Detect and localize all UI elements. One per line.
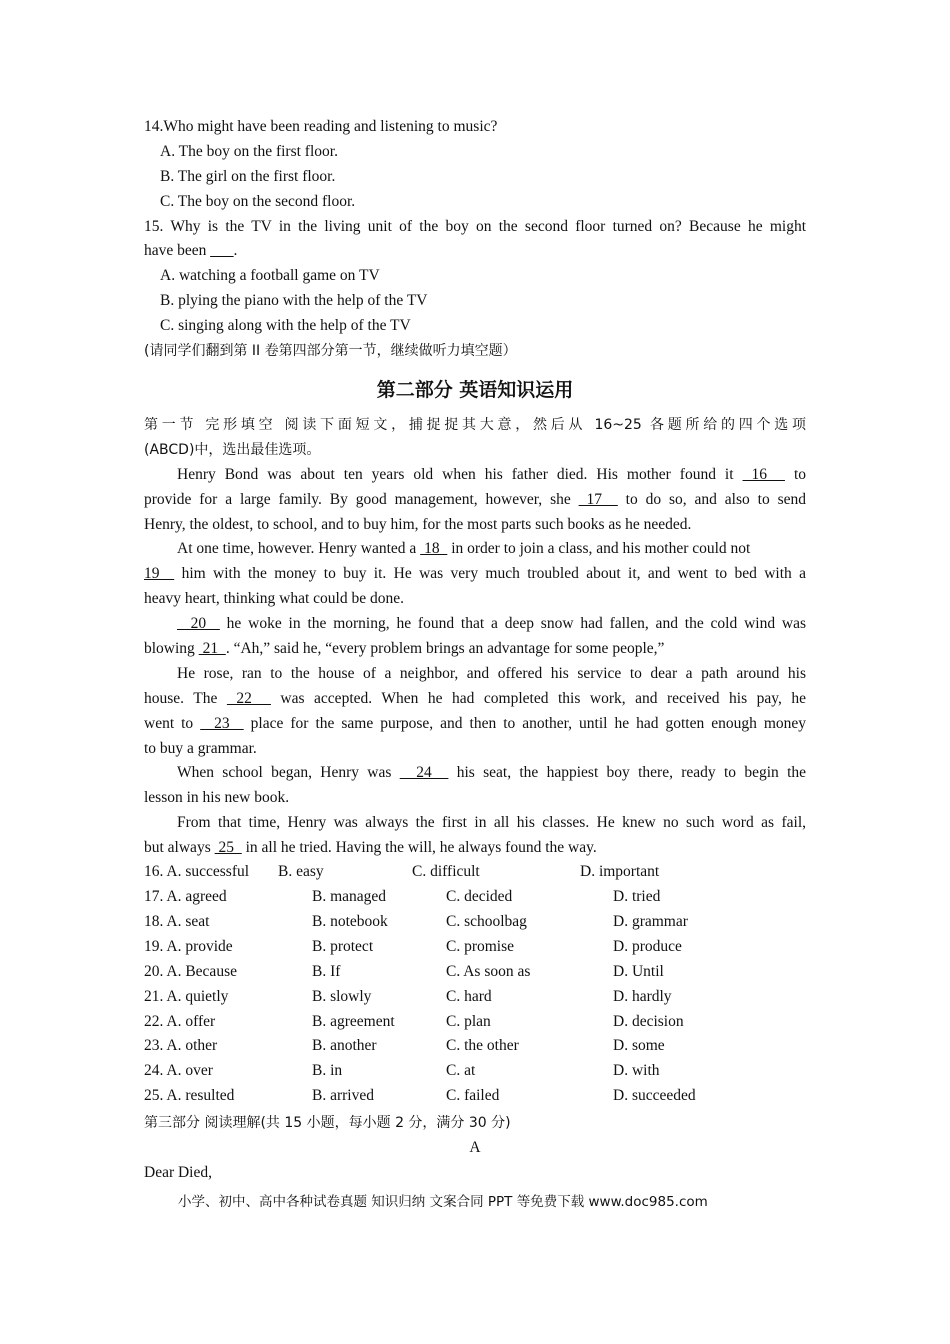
section1-intro-line2: (ABCD)中，选出最佳选项。	[144, 441, 321, 458]
choice-19-d: D. produce	[613, 938, 682, 955]
passage-text: At one time, however. Henry wanted a	[177, 540, 421, 558]
passage-text: blowing	[144, 640, 199, 658]
blank-18: 18	[420, 540, 448, 558]
choice-18-d: D. grammar	[613, 913, 688, 930]
passage-text: provide for a large family. By good management, however, she	[144, 490, 579, 508]
choice-18-c: C. schoolbag	[446, 913, 527, 930]
part2-heading: 第二部分 英语知识运用	[376, 379, 574, 401]
blank-21: 21	[198, 640, 226, 658]
passage-text: . “Ah,” said he, “every problem brings an advantage for some people,”	[225, 640, 665, 658]
passage-line	[144, 537, 806, 562]
passage-text: but always	[144, 839, 215, 857]
question-15-option-b: B. plying the piano with the help of the TV	[160, 292, 428, 310]
blank-19: 19	[144, 565, 175, 583]
choice-19-c: C. promise	[446, 938, 515, 955]
choice-22-c: C. plan	[446, 1013, 491, 1030]
question-14-option-b: B. The girl on the first floor.	[160, 167, 336, 185]
question-15-stem-line2	[144, 239, 806, 264]
choice-17-a: 17. A. agreed	[144, 888, 227, 905]
passage-text: in all he tried. Having the will, he always found the way.	[241, 839, 597, 857]
stem-text: .	[233, 242, 238, 260]
cloze-section	[144, 413, 806, 861]
choice-25-a: 25. A. resulted	[144, 1087, 235, 1104]
choice-20-c: C. As soon as	[446, 963, 531, 980]
choice-24-d: D. with	[613, 1062, 660, 1079]
passage-line: heavy heart, thinking what could be done.	[144, 590, 404, 608]
question-14-stem: 14.Who might have been reading and listening to music?	[144, 118, 498, 135]
blank-22: 22	[226, 689, 271, 707]
passage-text: When school began, Henry was	[177, 764, 400, 782]
passage-line	[144, 463, 806, 488]
question-14-option-c: C. The boy on the second floor.	[160, 192, 356, 210]
choice-25-b: B. arrived	[312, 1087, 374, 1104]
listening-note: (请同学们翻到第 II 卷第四部分第一节，继续做听力填空题）	[144, 343, 517, 360]
passage-line: Henry, the oldest, to school, and to buy him, for the most parts such books as he needed.	[144, 515, 692, 533]
choice-21-c: C. hard	[446, 988, 492, 1005]
passage-text: was accepted. When he had completed this work, and received his pay, he	[270, 689, 806, 707]
choice-16-c: C. difficult	[412, 863, 480, 880]
passage-text: he woke in the morning, he found that a deep snow had fallen, and the cold wind was	[219, 615, 807, 633]
passage-line	[144, 637, 806, 662]
passage-line	[144, 687, 806, 712]
passage-line	[144, 761, 806, 786]
passage-line	[144, 712, 806, 737]
passage-line	[144, 488, 806, 513]
blank-23: 23	[200, 714, 244, 732]
blank-20: 20	[177, 615, 220, 633]
choice-24-a: 24. A. over	[144, 1062, 213, 1079]
choice-17-c: C. decided	[446, 888, 513, 905]
question-15-stem-line1: 15. Why is the TV in the living unit of the boy on the second floor turned on? Because he might	[144, 217, 806, 235]
passage-text: him with the money to buy it. He was very much troubled about it, and went to bed with a	[174, 565, 807, 583]
choice-23-d: D. some	[613, 1037, 665, 1054]
part3-heading: 第三部分 阅读理解(共 15 小题，每小题 2 分，满分 30 分)	[144, 1115, 511, 1131]
passage-text: his seat, the happiest boy there, ready to begin the	[448, 764, 807, 782]
page-footer: 小学、初中、高中各种试卷真题 知识归纳 文案合同 PPT 等免费下载 www.doc985.com	[178, 1194, 708, 1210]
choice-21-b: B. slowly	[312, 988, 372, 1005]
passage-line: He rose, ran to the house of a neighbor, and offered his service to dear a path around his	[177, 664, 806, 682]
choice-19-b: B. protect	[312, 938, 374, 955]
question-14-option-a: A. The boy on the first floor.	[160, 142, 338, 160]
passage-text: to	[784, 465, 807, 483]
blank-25: 25	[214, 839, 242, 857]
passage-text: house. The	[144, 689, 227, 707]
passage-text: in order to join a class, and his mother could not	[447, 540, 751, 558]
choice-22-a: 22. A. offer	[144, 1013, 216, 1030]
choice-21-d: D. hardly	[613, 988, 672, 1005]
section1-intro-line1: 第一节 完形填空 阅读下面短文，捕捉捉其大意，然后从 16~25 各题所给的四个选项	[144, 417, 806, 433]
passage-text: to do so, and also to send	[617, 490, 807, 508]
listening-questions	[144, 115, 806, 364]
choice-23-a: 23. A. other	[144, 1037, 218, 1054]
letter-salutation: Dear Died,	[144, 1163, 212, 1181]
choice-23-c: C. the other	[446, 1037, 519, 1054]
question-15-blank: ___	[210, 242, 234, 260]
passage-text: went to	[144, 714, 201, 732]
choice-21-a: 21. A. quietly	[144, 988, 229, 1005]
choice-20-d: D. Until	[613, 963, 664, 980]
choice-25-c: C. failed	[446, 1087, 500, 1104]
part3-section	[144, 1111, 806, 1186]
passage-text: Henry Bond was about ten years old when his father died. His mother found it	[177, 465, 743, 483]
choice-16-b: B. easy	[278, 863, 324, 880]
choice-19-a: 19. A. provide	[144, 938, 233, 955]
choice-17-d: D. tried	[613, 888, 661, 905]
passage-line	[144, 836, 806, 861]
choice-16-d: D. important	[580, 863, 660, 880]
choice-20-a: 20. A. Because	[144, 963, 237, 980]
stem-text: have been	[144, 242, 211, 260]
passage-line	[144, 562, 806, 587]
blank-17: 17	[578, 490, 618, 508]
choice-16-a: 16. A. successful	[144, 863, 250, 880]
choice-25-d: D. succeeded	[613, 1087, 696, 1104]
passage-text: place for the same purpose, and then to another, until he had gotten enough money	[243, 714, 807, 732]
choice-23-b: B. another	[312, 1037, 377, 1054]
choice-18-b: B. notebook	[312, 913, 388, 930]
choice-18-a: 18. A. seat	[144, 913, 210, 930]
choice-22-b: B. agreement	[312, 1013, 395, 1030]
passage-line	[144, 612, 806, 637]
choice-24-b: B. in	[312, 1062, 343, 1079]
choice-24-c: C. at	[446, 1062, 476, 1079]
blank-16: 16	[742, 465, 785, 483]
section-a-label: A	[469, 1138, 481, 1156]
question-15-option-c: C. singing along with the help of the TV	[160, 317, 411, 335]
passage-line: to buy a grammar.	[144, 739, 257, 757]
question-15-option-a: A. watching a football game on TV	[160, 267, 380, 285]
passage-line: lesson in his new book.	[144, 789, 290, 807]
choice-20-b: B. If	[312, 963, 341, 980]
blank-24: 24	[399, 764, 449, 782]
choice-22-d: D. decision	[613, 1013, 684, 1030]
choice-17-b: B. managed	[312, 888, 387, 905]
passage-line: From that time, Henry was always the first in all his classes. He knew no such word as fail,	[177, 814, 806, 832]
